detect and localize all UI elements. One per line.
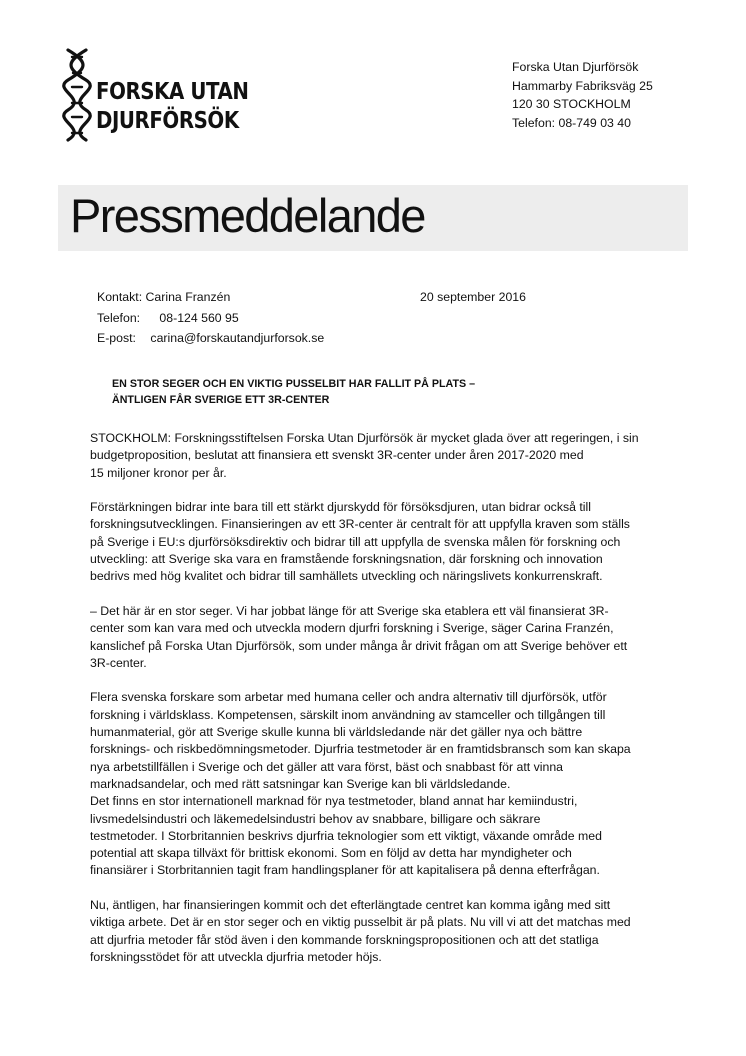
text-line: forskningsutvecklingen. Finansieringen av ett 3R-center är centralt för att uppfylla kraven som ställs: [90, 517, 630, 532]
text-line: forsknings- och riskbedömningsmetoder. Djurfria testmetoder är en framtidsbransch som kan skapa: [90, 742, 631, 757]
contact-phone-label: Telefon:: [97, 310, 141, 325]
text-line: viktiga arbete. Det är en stor seger och en viktig pusselbit är på plats. Nu vill vi att det matchas med: [90, 915, 631, 930]
text-line: finansiärer i Storbritannien tagit fram handlingsplaner för att kapitalisera på denna efterfrågan.: [90, 863, 600, 878]
contact-person-label: Kontakt:: [97, 290, 143, 304]
text-line: på Sverige i EU:s djurförsöksdirektiv och bidrar till att uppfylla de svenska målen för forskning och: [90, 534, 621, 549]
text-line: budgetproposition, beslutat att finansiera ett svenskt 3R-center under åren 2017-2020 med: [90, 448, 584, 463]
paragraph: [90, 430, 670, 482]
text-line: att djurfria metoder får stöd även i den kommande forskningspropositionen och att det statliga: [90, 932, 599, 947]
text-line: nya arbetstillfällen i Sverige och det gäller att vara först, bäst och snabbast för att vinna: [90, 759, 564, 774]
text-line: testmetoder. I Storbritannien beskrivs djurfria teknologier som ett viktigt, växande område med: [90, 828, 602, 843]
text-line: humanmaterial, gör att Sverige skulle kunna bli världsledande när det gäller nya och bättre: [90, 725, 583, 740]
contact-person-row: [97, 287, 324, 308]
text-line: livsmedelsindustri och läkemedelsindustri behov av snabbare, billigare och säkrare: [90, 811, 541, 826]
headline-line-1: EN STOR SEGER OCH EN VIKTIG PUSSELBIT HAR FALLIT PÅ PLATS –: [112, 378, 476, 390]
address-street: Hammarby Fabriksväg 25: [512, 78, 653, 93]
logo-wordmark: [96, 78, 248, 136]
paragraph: [90, 499, 670, 585]
paragraph: [90, 897, 670, 966]
logo-line-1: FORSKA UTAN: [96, 79, 249, 105]
logo: [58, 48, 248, 148]
paragraph: [90, 603, 670, 672]
press-date: 20 september 2016: [420, 290, 526, 304]
text-line: Det finns en stor internationell marknad för nya testmetoder, bland annat har kemiindustri,: [90, 794, 578, 809]
headline: [112, 376, 532, 408]
address-phone: Telefon: 08-749 03 40: [512, 115, 631, 130]
press-body: [90, 430, 670, 984]
text-line: utveckling: att Sverige ska vara en framstående forskningsnation, där forskning och innovation: [90, 552, 603, 567]
sender-address: [512, 58, 653, 132]
text-line: marknadsandelar, och med rätt satsningar kan Sverige kan bli världsledande.: [90, 776, 511, 791]
text-line: kanslichef på Forska Utan Djurförsök, som under många år drivit frågan om att Sverige behöver ett: [90, 638, 628, 653]
text-line: forskningsstödet för att utveckla djurfria metoder höjs.: [90, 949, 382, 964]
text-line: center som kan vara med och utveckla modern djurfri forskning i Sverige, säger Carina Franzén,: [90, 621, 614, 636]
text-line: 15 miljoner kronor per år.: [90, 465, 227, 480]
text-line: 3R-center.: [90, 655, 147, 670]
paragraph: [90, 689, 670, 793]
paragraph: [90, 793, 670, 879]
text-line: STOCKHOLM: Forskningsstiftelsen Forska Utan Djurförsök är mycket glada över att regeringen, i sin: [90, 431, 639, 445]
text-line: bedrivs med hög kvalitet och bidrar till samhällets utveckling och näringslivets konkurrenskraft.: [90, 569, 603, 584]
text-line: forskning i världsklass. Kompetensen, särskilt inom användning av stamceller och tillgången till: [90, 707, 606, 722]
dna-helix-icon: [58, 48, 98, 148]
address-postal: 120 30 STOCKHOLM: [512, 97, 631, 112]
logo-line-2: DJURFÖRSÖK: [96, 108, 239, 134]
address-org: Forska Utan Djurförsök: [512, 60, 639, 74]
document-title: Pressmeddelande: [70, 189, 425, 242]
text-line: – Det här är en stor seger. Vi har jobbat länge för att Sverige ska etablera ett väl finansierat 3R-: [90, 603, 609, 618]
text-line: Nu, äntligen, har finansieringen kommit och det efterlängtade centret kan komma igång med sitt: [90, 898, 611, 913]
text-line: Flera svenska forskare som arbetar med humana celler och andra alternativ till djurförsök, utför: [90, 690, 607, 705]
text-line: Förstärkningen bidrar inte bara till ett stärkt djurskydd för försöksdjuren, utan bidrar också till: [90, 500, 591, 515]
contact-email-row: [97, 328, 324, 349]
title-band: [58, 185, 688, 251]
headline-line-2: ÄNTLIGEN FÅR SVERIGE ETT 3R-CENTER: [112, 394, 330, 406]
contact-phone: 08-124 560 95: [159, 310, 239, 325]
text-line: potential att skapa tillväxt för brittisk ekonomi. Som en följd av detta har myndigheter och: [90, 846, 572, 861]
contact-person: Carina Franzén: [145, 290, 231, 304]
contact-phone-row: [97, 308, 324, 329]
contact-email-label: E-post:: [97, 331, 136, 345]
contact-email[interactable]: carina@forskautandjurforsok.se: [150, 331, 325, 345]
contact-block: [97, 287, 324, 349]
